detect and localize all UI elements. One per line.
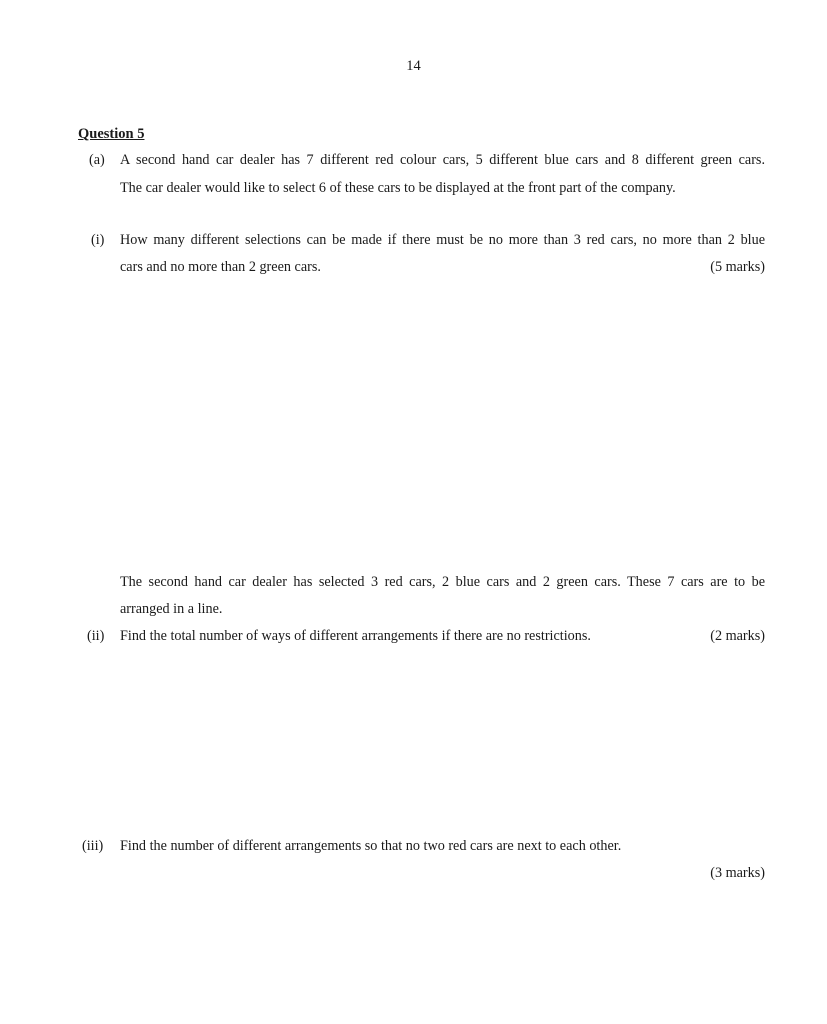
- part-iii-label: (iii): [82, 838, 104, 854]
- part-i-line-2: cars and no more than 2 green cars.: [120, 259, 321, 275]
- part-a-line-2: The car dealer would like to select 6 of these cars to be displayed at the front part of the company.: [120, 180, 676, 196]
- part-i-line-1: How many different selections can be made if there must be no more than 3 red cars, no more than 2 blue: [120, 232, 765, 248]
- page-number: 14: [406, 58, 421, 74]
- question-title: Question 5: [78, 126, 145, 142]
- context-line-2: arranged in a line.: [120, 601, 223, 617]
- part-ii-text: Find the total number of ways of different arrangements if there are no restrictions.: [120, 628, 591, 644]
- part-a-line-1: A second hand car dealer has 7 different red colour cars, 5 different blue cars and 8 different green cars.: [120, 152, 765, 168]
- context-line-1: The second hand car dealer has selected 3 red cars, 2 blue cars and 2 green cars. These 7 cars are to be: [120, 574, 765, 590]
- part-i-marks: (5 marks): [710, 259, 765, 275]
- part-ii-marks: (2 marks): [710, 628, 765, 644]
- part-iii-text: Find the number of different arrangements so that no two red cars are next to each other.: [120, 838, 622, 854]
- part-ii-label: (ii): [87, 628, 105, 644]
- part-iii-marks: (3 marks): [710, 865, 765, 881]
- part-a-label: (a): [89, 152, 105, 168]
- part-i-label: (i): [91, 232, 105, 248]
